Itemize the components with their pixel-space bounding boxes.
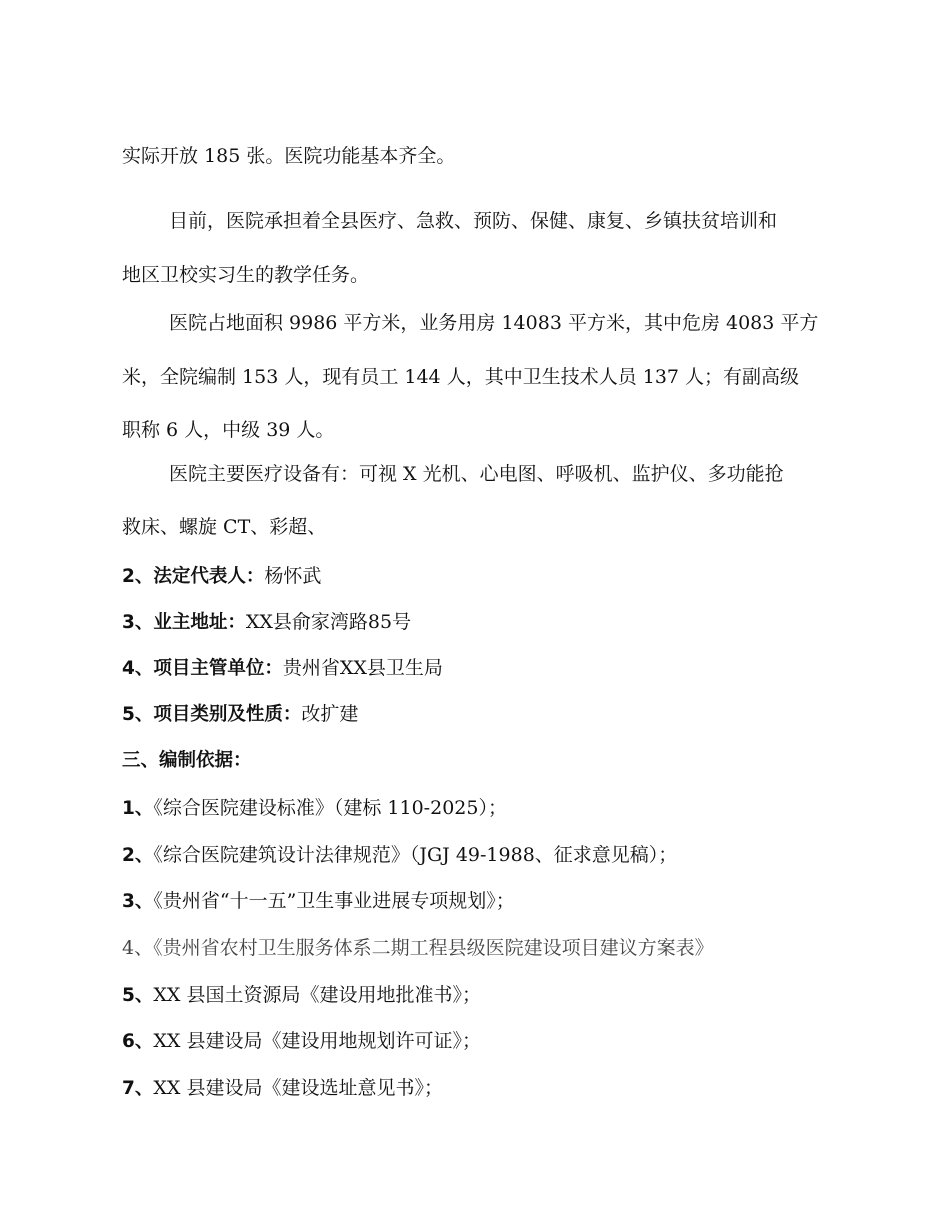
- basis-text: XX 县建设局《建设用地规划许可证》；: [153, 1030, 481, 1052]
- paragraph-line: 医院主要医疗设备有：可视 X 光机、心电图、呼吸机、监护仪、多功能抢: [169, 463, 784, 485]
- legal-representative-item: [122, 563, 882, 590]
- basis-item: [122, 842, 882, 869]
- paragraph-line: 地区卫校实习生的教学任务。: [122, 264, 370, 286]
- basis-number: 5、: [122, 985, 154, 1006]
- project-category-item: [122, 701, 882, 728]
- paragraph-line: 救床、螺旋 CT、彩超、: [122, 516, 327, 538]
- basis-item: [122, 1028, 882, 1055]
- basis-number: 7、: [122, 1078, 154, 1099]
- paragraph-line: 职称 6 人，中级 39 人。: [122, 419, 335, 441]
- basis-text: XX 县建设局《建设选址意见书》；: [153, 1077, 443, 1099]
- basis-number: 1、: [122, 798, 154, 819]
- item-label: 5、项目类别及性质：: [122, 704, 302, 725]
- basis-item: [122, 1075, 882, 1102]
- basis-item: [122, 795, 882, 822]
- item-value: 杨怀武: [264, 565, 322, 587]
- basis-number: 4、: [122, 937, 154, 959]
- owner-address-item: [122, 609, 882, 636]
- item-label: 2、法定代表人：: [122, 566, 265, 587]
- basis-item: [122, 982, 882, 1009]
- paragraph-line: 目前，医院承担着全县医疗、急救、预防、保健、康复、乡镇扶贫培训和: [169, 210, 778, 232]
- basis-number: 3、: [122, 891, 154, 912]
- basis-text: 《贵州省农村卫生服务体系二期工程县级医院建设项目建议方案表》: [153, 937, 714, 959]
- supervising-unit-item: [122, 655, 882, 682]
- paragraph-line: 米，全院编制 153 人，现有员工 144 人，其中卫生技术人员 137 人；有副高级: [122, 366, 800, 388]
- basis-text: 《贵州省“十一五”卫生事业进展专项规划》；: [153, 890, 515, 912]
- item-label: 3、业主地址：: [122, 612, 246, 633]
- paragraph-line: 医院占地面积 9986 平方米，业务用房 14083 平方米，其中危房 4083 平方: [169, 312, 819, 334]
- paragraph-line: 实际开放 185 张。医院功能基本齐全。: [122, 145, 456, 167]
- item-value: XX县俞家湾路85号: [245, 611, 412, 633]
- basis-item: [122, 935, 882, 961]
- basis-number: 2、: [122, 845, 154, 866]
- item-value: 改扩建: [301, 703, 359, 725]
- section-heading: 三、编制依据：: [122, 750, 252, 771]
- item-value: 贵州省XX县卫生局: [282, 657, 443, 679]
- basis-text: 《综合医院建筑设计法律规范》（JGJ 49-1988、征求意见稿）；: [153, 844, 678, 866]
- basis-text: XX 县国土资源局《建设用地批准书》；: [153, 984, 481, 1006]
- basis-item: [122, 888, 882, 915]
- item-label: 4、项目主管单位：: [122, 658, 283, 679]
- basis-number: 6、: [122, 1031, 154, 1052]
- basis-text: 《综合医院建设标准》（建标 110-2025）；: [153, 797, 507, 819]
